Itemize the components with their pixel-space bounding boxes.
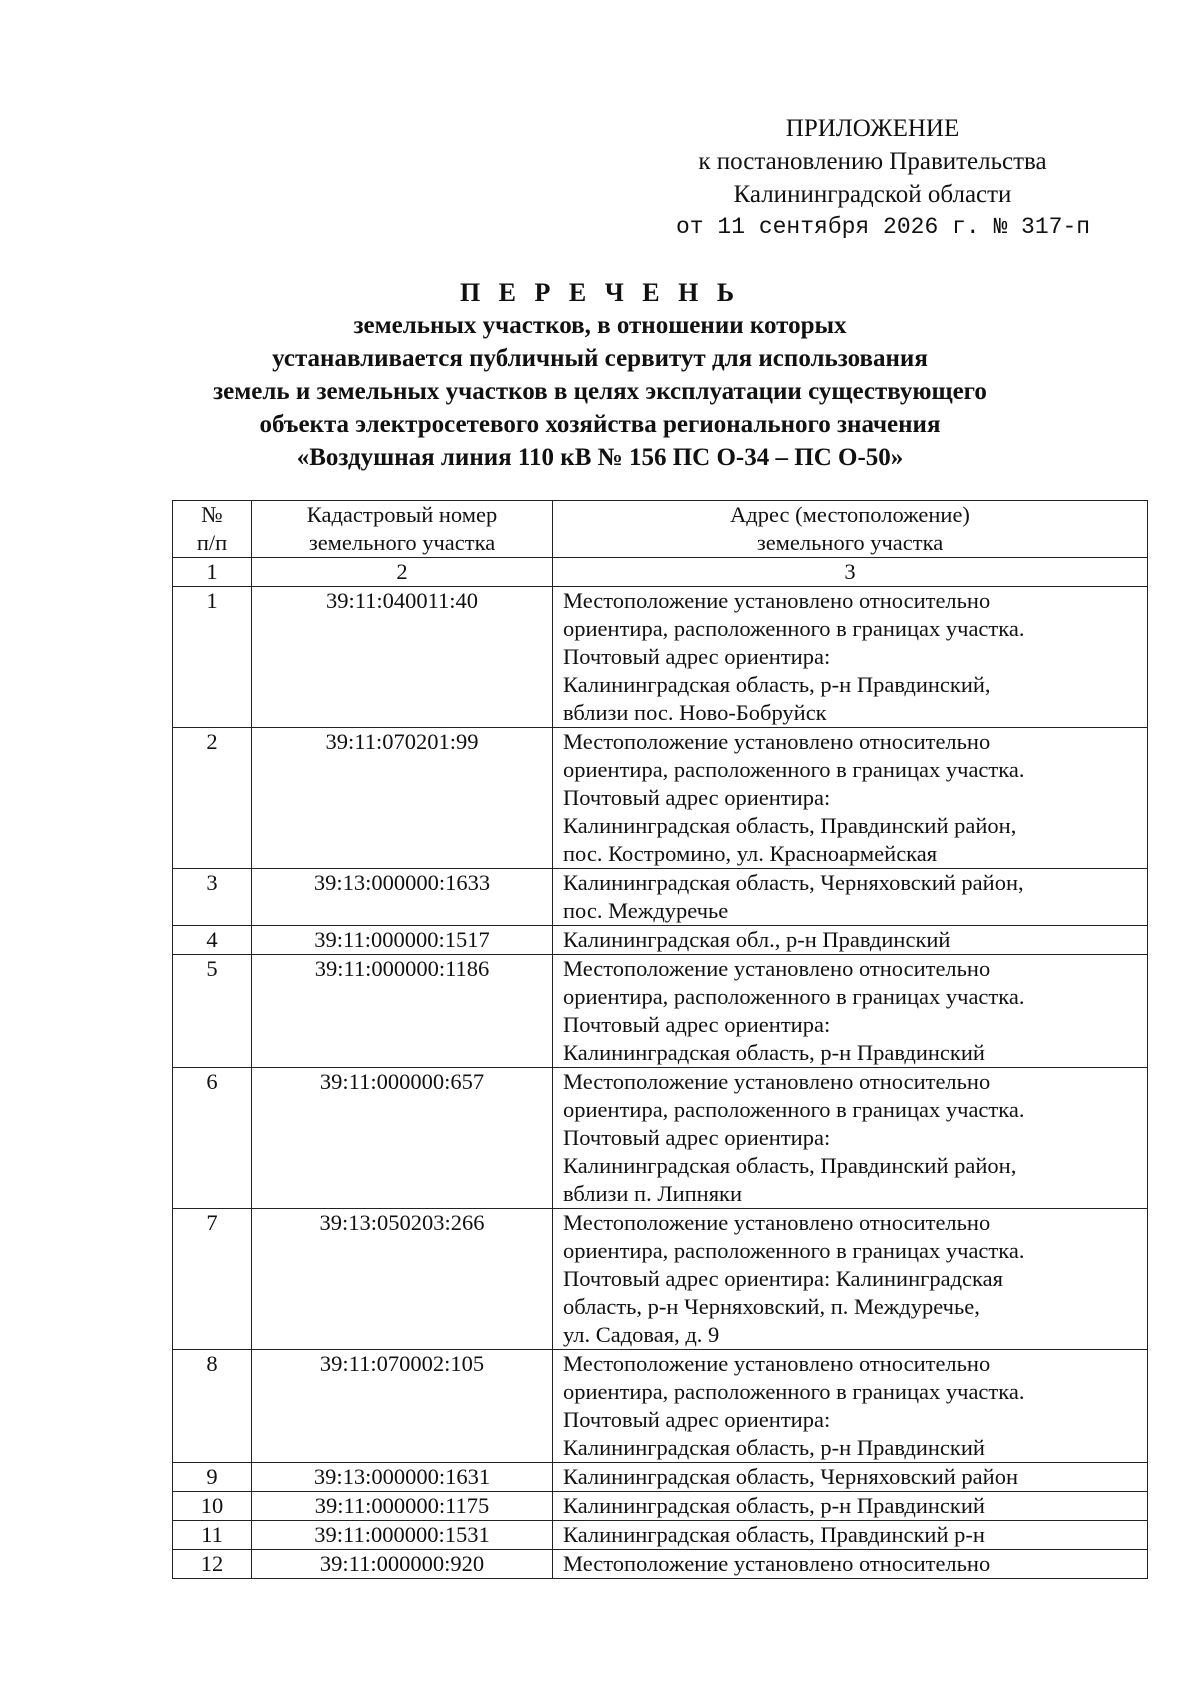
address-line: Местоположение установлено относительно [563, 729, 991, 754]
address-line: Калининградская область, р-н Правдинский, [563, 672, 991, 697]
address-line: ориентира, расположенного в границах участка. [563, 984, 1025, 1009]
address-line: Калининградская область, р-н Правдинский [563, 1040, 985, 1065]
address-line: ориентира, расположенного в границах участка. [563, 1238, 1025, 1263]
row-number: 8 [173, 1350, 252, 1463]
row-number: 10 [173, 1492, 252, 1521]
column-index: 2 [252, 558, 553, 587]
table-row [173, 955, 1148, 1068]
address-line: Местоположение установлено относительно [563, 1069, 991, 1094]
cadastral-number: 39:11:000000:657 [252, 1068, 553, 1209]
row-number: 11 [173, 1521, 252, 1550]
address-line: Калининградская область, Правдинский р-н [563, 1522, 985, 1547]
cadastral-number: 39:11:000000:1531 [252, 1521, 553, 1550]
address-line: Местоположение установлено относительно [563, 588, 991, 613]
row-number: 7 [173, 1209, 252, 1350]
address-line: Почтовый адрес ориентира: Калининградская [563, 1266, 1003, 1291]
appendix-block [600, 112, 1145, 244]
cadastral-number: 39:13:000000:1631 [252, 1463, 553, 1492]
cadastral-number: 39:11:070201:99 [252, 728, 553, 869]
address-line: Местоположение установлено относительно [563, 956, 991, 981]
parcel-address [553, 728, 1148, 869]
title-line: устанавливается публичный сервитут для использования [272, 345, 928, 372]
row-number: 3 [173, 869, 252, 926]
header-address [553, 501, 1148, 558]
parcel-address [553, 1350, 1148, 1463]
table-row [173, 869, 1148, 926]
address-line: Почтовый адрес ориентира: [563, 785, 831, 810]
cadastral-number: 39:11:070002:105 [252, 1350, 553, 1463]
address-line: ориентира, расположенного в границах участка. [563, 1379, 1025, 1404]
table-row [173, 587, 1148, 728]
table-row [173, 926, 1148, 955]
cadastral-number: 39:11:040011:40 [252, 587, 553, 728]
table-row [173, 1492, 1148, 1521]
appendix-heading: ПРИЛОЖЕНИЕ [785, 115, 960, 142]
parcel-address [553, 587, 1148, 728]
table-row [173, 1209, 1148, 1350]
row-number: 1 [173, 587, 252, 728]
address-line: Калининградская область, Правдинский район, [563, 1153, 1017, 1178]
parcel-address [553, 955, 1148, 1068]
cadastral-number: 39:11:000000:920 [252, 1550, 553, 1579]
header-cadastral [252, 501, 553, 558]
appendix-line-1: к постановлению Правительства [698, 148, 1047, 175]
address-line: Калининградская область, Черняховский район [563, 1464, 1018, 1489]
title-line: земельных участков, в отношении которых [353, 312, 847, 339]
title-line: земель и земельных участков в целях эксплуатации существующего [213, 378, 987, 405]
cadastral-number: 39:11:000000:1517 [252, 926, 553, 955]
table-row [173, 1521, 1148, 1550]
appendix-line-2: Калининградской области [733, 181, 1012, 208]
column-index: 1 [173, 558, 252, 587]
column-index: 3 [553, 558, 1148, 587]
header-num-line: № [201, 502, 223, 527]
title-line: объекта электросетевого хозяйства регионального значения [259, 411, 941, 438]
address-line: Местоположение установлено относительно [563, 1210, 991, 1235]
header-address-line: Адрес (местоположение) [730, 502, 970, 527]
address-line: Калининградская область, р-н Правдинский [563, 1493, 985, 1518]
address-line: Калининградская область, Черняховский район, [563, 870, 1024, 895]
address-line: ул. Садовая, д. 9 [563, 1322, 720, 1347]
document-title-block [100, 276, 1100, 474]
header-address-line: земельного участка [756, 530, 944, 555]
address-line: Местоположение установлено относительно [563, 1351, 991, 1376]
cadastral-number: 39:13:050203:266 [252, 1209, 553, 1350]
parcel-address [553, 869, 1148, 926]
address-line: Калининградская область, Правдинский район, [563, 813, 1017, 838]
parcel-address [553, 1492, 1148, 1521]
address-line: ориентира, расположенного в границах участка. [563, 1097, 1025, 1122]
title-line: «Воздушная линия 110 кВ № 156 ПС О-34 – ПС О-50» [296, 444, 904, 471]
parcels-table [172, 500, 1148, 1579]
table-row [173, 1068, 1148, 1209]
address-line: Почтовый адрес ориентира: [563, 1012, 831, 1037]
appendix-date-line: от 11 сентября 2026 г. № 317-п [676, 214, 1091, 240]
cadastral-number: 39:11:000000:1186 [252, 955, 553, 1068]
parcel-address [553, 926, 1148, 955]
parcel-address [553, 1521, 1148, 1550]
row-number: 4 [173, 926, 252, 955]
address-line: Калининградская обл., р-н Правдинский [563, 927, 951, 952]
header-cadastral-line: земельного участка [308, 530, 496, 555]
address-line: ориентира, расположенного в границах участка. [563, 757, 1025, 782]
address-line: Почтовый адрес ориентира: [563, 1407, 831, 1432]
header-num [173, 501, 252, 558]
address-line: вблизи п. Липняки [563, 1181, 743, 1206]
cadastral-number: 39:11:000000:1175 [252, 1492, 553, 1521]
table-row [173, 728, 1148, 869]
address-line: пос. Междуречье [563, 898, 729, 923]
parcel-address [553, 1209, 1148, 1350]
address-line: Калининградская область, р-н Правдинский [563, 1435, 985, 1460]
address-line: вблизи пос. Ново-Бобруйск [563, 700, 827, 725]
table-body [173, 587, 1148, 1579]
header-cadastral-line: Кадастровый номер [306, 502, 498, 527]
table-header-row [173, 501, 1148, 558]
address-line: пос. Костромино, ул. Красноармейская [563, 841, 938, 866]
header-num-line: п/п [196, 530, 228, 555]
address-line: область, р-н Черняховский, п. Междуречье, [563, 1294, 980, 1319]
column-index-row [173, 558, 1148, 587]
address-line: ориентира, расположенного в границах участка. [563, 616, 1025, 641]
address-line: Почтовый адрес ориентира: [563, 1125, 831, 1150]
table-row [173, 1550, 1148, 1579]
document-title: П Е Р Е Ч Е Н Ь [459, 278, 741, 307]
address-line: Почтовый адрес ориентира: [563, 644, 831, 669]
row-number: 9 [173, 1463, 252, 1492]
parcel-address [553, 1463, 1148, 1492]
table-row [173, 1350, 1148, 1463]
address-line: Местоположение установлено относительно [563, 1551, 991, 1576]
cadastral-number: 39:13:000000:1633 [252, 869, 553, 926]
parcel-address [553, 1550, 1148, 1579]
row-number: 2 [173, 728, 252, 869]
table-row [173, 1463, 1148, 1492]
row-number: 6 [173, 1068, 252, 1209]
row-number: 5 [173, 955, 252, 1068]
parcel-address [553, 1068, 1148, 1209]
row-number: 12 [173, 1550, 252, 1579]
